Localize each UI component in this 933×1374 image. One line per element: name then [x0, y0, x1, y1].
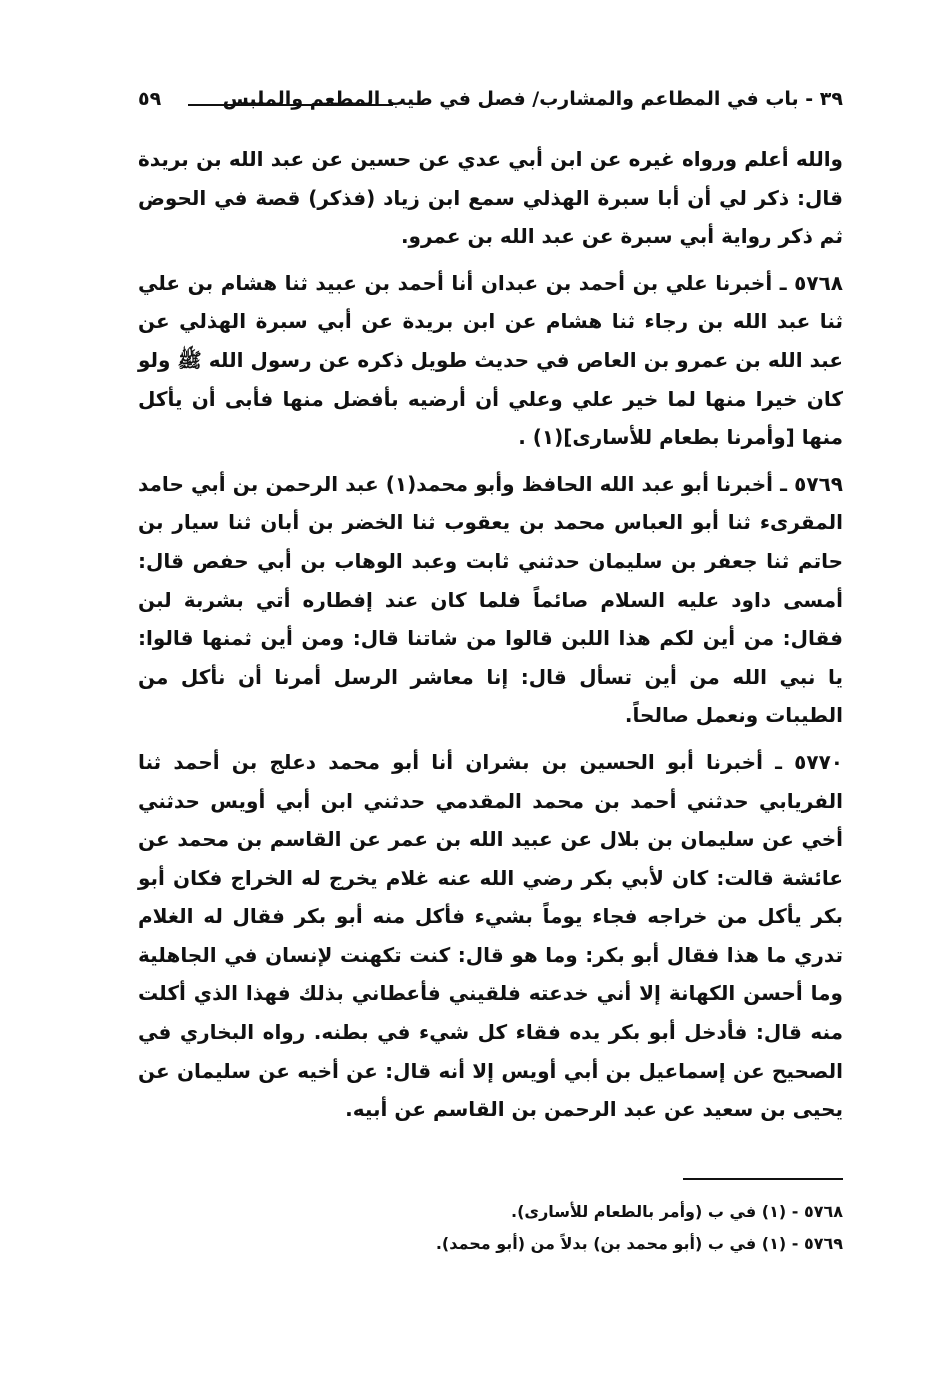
footnote-separator [683, 1178, 843, 1180]
paragraph-text: أخبرنا علي بن أحمد بن عبدان أنا أحمد بن عبيد ثنا هشام بن علي ثنا عبد الله بن رجاء ثنا هشام عن ابن بريدة عن أبي سبرة الهذلي عن عبد الله بن عمرو بن العاص في حديث طويل ذكره عن رسول الله ﷺ ولو كان خيرا منها لما خير علي وعلي أن أرضيه بأفضل منها فأبى أن يأكل منها [وأمرنا بطعام للأسارى](١) . [138, 270, 843, 450]
header-rule [188, 104, 393, 106]
footnote-5769: ٥٧٦٩ - (١) في ب (أبو محمد بن) بدلاً من (أبو محمد). [435, 1234, 843, 1253]
hadith-number: ٥٧٧٠ ـ [775, 749, 843, 774]
hadith-5768 [138, 264, 843, 457]
paragraph-text: والله أعلم ورواه غيره عن ابن أبي عدي عن حسين عن عبد الله بن بريدة قال: ذكر لي أن أبا سبرة الهذلي سمع ابن زياد (فذكر) قصة في الحوض ثم ذكر رواية أبي سبرة عن عبد الله بن عمرو. [138, 147, 843, 249]
running-header [138, 84, 843, 118]
hadith-5769 [138, 465, 843, 735]
paragraph-text: أخبرنا أبو عبد الله الحافظ وأبو محمد(١) عبد الرحمن بن أبي حامد المقرىء ثنا أبو العباس محمد بن يعقوب ثنا الخضر بن أبان ثنا سيار بن حاتم ثنا جعفر بن سليمان حدثني ثابت وعبد الوهاب بن أبي حفص قال: أمسى داود عليه السلام صائماً فلما كان عند إفطاره أتي بشربة لبن فقال: من أين لكم هذا اللبن قالوا من شاتنا قال: ومن أين ثمنها قالوا: يا نبي الله من أين تسأل قال: إنا معاشر الرسل أمرنا أن نأكل من الطيبات ونعمل صالحاً. [138, 471, 843, 728]
hadith-number: ٥٧٦٨ ـ [779, 270, 843, 295]
hadith-5770 [138, 743, 843, 1129]
paragraph-text: أخبرنا أبو الحسين بن بشران أنا أبو محمد دعلج بن أحمد ثنا الفريابي حدثني أحمد بن محمد المقدمي حدثني ابن أبي أويس حدثني أخي عن سليمان بن بلال عن عبيد الله بن عمر عن القاسم بن محمد عن عائشة قالت: كان لأبي بكر رضي الله عنه غلام يخرج له الخراج فكان أبو بكر يأكل من خراجه فجاء يوماً بشيء فأكل منه أبو بكر فقال له الغلام تدري ما هذا فقال أبو بكر: وما هو قال: كنت تكهنت لإنسان في الجاهلية وما أحسن الكهانة إلا أني خدعته فلقيني فأعطاني بذلك فهذا الذي أكلت منه قال: فأدخل أبو بكر يده فقاء كل شيء في بطنه. رواه البخاري في الصحيح عن إسماعيل بن أبي أويس إلا أنه قال: عن أخيه عن سليمان عن يحيى بن سعيد عن عبد الرحمن بن القاسم عن أبيه. [138, 749, 843, 1122]
main-text [138, 140, 843, 1137]
footnote-5768: ٥٧٦٨ - (١) في ب (وأمر بالطعام للأسارى). [511, 1202, 843, 1221]
paragraph-continuation [138, 140, 843, 256]
chapter-title: ٣٩ - باب في المطاعم والمشارب/ فصل في طيب المطعم والملبس [222, 88, 843, 110]
page-number: ٥٩ [138, 88, 162, 110]
footnotes [138, 1196, 843, 1260]
hadith-number: ٥٧٦٩ ـ [780, 471, 843, 496]
